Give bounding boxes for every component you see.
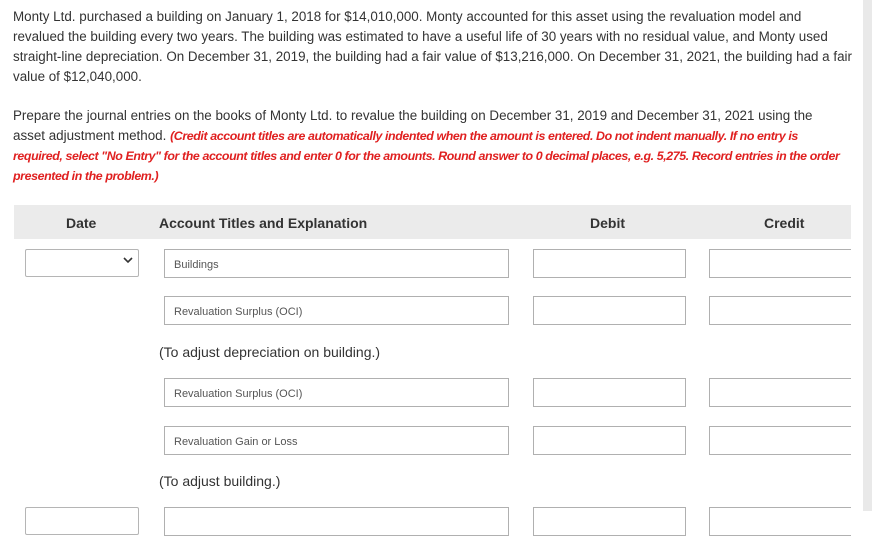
account-title-input[interactable] — [164, 507, 509, 536]
credit-input[interactable] — [709, 249, 851, 278]
date-column-header: Date — [66, 215, 97, 231]
scrollbar-track[interactable] — [863, 0, 872, 511]
instructions-note: (Credit account titles are automatically indented when the amount is entered. Do not indent manually. If no entry is required, select "No Entry" for the account titles and enter 0 for the amounts. Round answer to 0 decimal places, e.g. 5,275. Record entries in the order presented in the problem.) — [13, 129, 840, 183]
account-title-input[interactable]: Revaluation Gain or Loss — [164, 426, 509, 455]
debit-input[interactable] — [533, 378, 686, 407]
account-title-input[interactable]: Buildings — [164, 249, 509, 278]
debit-input[interactable] — [533, 507, 686, 536]
credit-input[interactable] — [709, 378, 851, 407]
date-select[interactable] — [25, 507, 139, 535]
debit-column-header: Debit — [590, 215, 625, 231]
credit-input[interactable] — [709, 507, 851, 536]
instructions — [13, 106, 843, 186]
chevron-down-icon — [123, 255, 133, 268]
credit-column-header: Credit — [764, 215, 805, 231]
account-title-input[interactable]: Revaluation Surplus (OCI) — [164, 378, 509, 407]
account-title-input[interactable]: Revaluation Surplus (OCI) — [164, 296, 509, 325]
entry-explanation: (To adjust building.) — [159, 473, 281, 489]
problem-statement: Monty Ltd. purchased a building on January 1, 2018 for $14,010,000. Monty accounted for this asset using the revaluation model and revalued the building every two years. The building was estimated to have a useful life of 30 years with no residual value, and Monty used straight-line depreciation. On December 31, 2019, the building had a fair value of $13,216,000. On December 31, 2021, the building had a fair value of $12,040,000. — [13, 9, 852, 84]
debit-input[interactable] — [533, 296, 686, 325]
instructions-text: Prepare the journal entries on the books of Monty Ltd. to revalue the building on December 31, 2019 and December 31, 2021 using the asset adjustment method. — [13, 108, 813, 143]
debit-input[interactable] — [533, 426, 686, 455]
journal-table-header — [14, 205, 851, 239]
account-column-header: Account Titles and Explanation — [159, 215, 368, 231]
credit-input[interactable] — [709, 296, 851, 325]
date-select[interactable] — [25, 249, 139, 277]
debit-input[interactable] — [533, 249, 686, 278]
credit-input[interactable] — [709, 426, 851, 455]
entry-explanation: (To adjust depreciation on building.) — [159, 344, 381, 360]
